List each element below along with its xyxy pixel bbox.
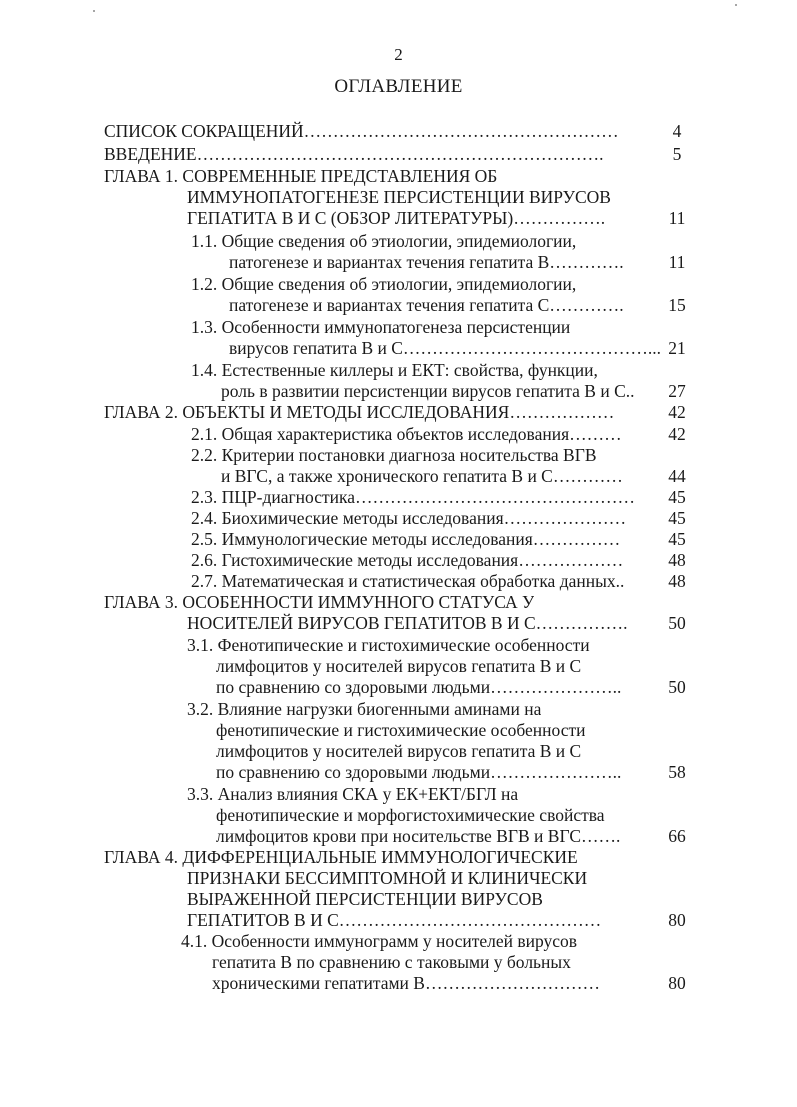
scan-speck-right — [735, 4, 737, 6]
toc-page-number: 42 — [668, 402, 686, 422]
toc-entry-section-3-1: 3.1. Фенотипические и гистохимические особенности — [187, 635, 590, 655]
toc-page-number: 5 — [672, 144, 682, 164]
toc-page-number: 45 — [668, 487, 686, 507]
toc-page-number: 50 — [668, 613, 686, 633]
toc-page-number: 48 — [668, 571, 686, 591]
scan-speck-left — [93, 10, 95, 12]
toc-entry-section-2-7: 2.7. Математическая и статистическая обработка данных.. — [191, 571, 625, 591]
toc-entry-chapter-3-cont: НОСИТЕЛЕЙ ВИРУСОВ ГЕПАТИТОВ В И С……………. — [187, 613, 628, 633]
toc-entry-section-1-4: 1.4. Естественные киллеры и ЕКТ: свойства, функции, — [191, 360, 598, 380]
toc-page-number: 15 — [668, 295, 686, 315]
toc-entry-section-3-3-cont: лимфоцитов крови при носительстве ВГВ и ВГС……. — [216, 826, 621, 846]
toc-entry-section-3-3-cont: фенотипические и морфогистохимические свойства — [216, 805, 605, 825]
toc-entry-section-4-1: 4.1. Особенности иммунограмм у носителей вирусов — [181, 931, 578, 951]
toc-page-number: 44 — [668, 466, 686, 486]
toc-entry-section-2-2-cont: и ВГС, а также хронического гепатита В и С………… — [221, 466, 623, 486]
toc-page-number: 11 — [668, 252, 686, 272]
toc-entry-chapter-4-cont: ВЫРАЖЕННОЙ ПЕРСИСТЕНЦИИ ВИРУСОВ — [187, 889, 543, 909]
toc-entry-section-3-2-cont: фенотипические и гистохимические особенности — [216, 720, 586, 740]
toc-page-number: 4 — [672, 121, 682, 141]
toc-entry-section-3-1-cont: по сравнению со здоровыми людьми………………….. — [216, 677, 622, 697]
toc-page-number: 58 — [668, 762, 686, 782]
toc-entry-section-2-6: 2.6. Гистохимические методы исследования……………… — [191, 550, 624, 570]
toc-entry-section-1-4-cont: роль в развитии персистенции вирусов гепатита В и С.. — [221, 381, 635, 401]
toc-entry-chapter-1-cont: ИММУНОПАТОГЕНЕЗЕ ПЕРСИСТЕНЦИИ ВИРУСОВ — [187, 187, 611, 207]
toc-page-number: 48 — [668, 550, 686, 570]
toc-page-number: 80 — [668, 910, 686, 930]
toc-entry-chapter-3: ГЛАВА 3. ОСОБЕННОСТИ ИММУННОГО СТАТУСА У — [104, 592, 535, 612]
toc-entry-section-2-4: 2.4. Биохимические методы исследования………………… — [191, 508, 627, 528]
toc-page-number: 42 — [668, 424, 686, 444]
toc-title: ОГЛАВЛЕНИЕ — [334, 76, 463, 97]
toc-entry-chapter-4-cont: ПРИЗНАКИ БЕССИМПТОМНОЙ И КЛИНИЧЕСКИ — [187, 868, 588, 888]
toc-entry-section-3-2-cont: по сравнению со здоровыми людьми………………….. — [216, 762, 622, 782]
page-number: 2 — [394, 45, 403, 64]
toc-entry-section-1-3: 1.3. Особенности иммунопатогенеза персистенции — [191, 317, 571, 337]
toc-entry-chapter-1: ГЛАВА 1. СОВРЕМЕННЫЕ ПРЕДСТАВЛЕНИЯ ОБ — [104, 166, 498, 186]
toc-entry-abbreviations: СПИСОК СОКРАЩЕНИЙ……………………………………………… — [104, 121, 619, 141]
toc-entry-section-1-2: 1.2. Общие сведения об этиологии, эпидемиологии, — [191, 274, 577, 294]
toc-entry-section-3-2-cont: лимфоцитов у носителей вирусов гепатита В и С — [216, 741, 582, 761]
toc-entry-section-4-1-cont: хроническими гепатитами В………………………… — [212, 973, 600, 993]
toc-entry-section-2-2: 2.2. Критерии постановки диагноза носительства ВГВ — [191, 445, 597, 465]
toc-page-number: 50 — [668, 677, 686, 697]
toc-page-number: 11 — [668, 208, 686, 228]
toc-entry-section-4-1-cont: гепатита В по сравнению с таковыми у больных — [212, 952, 571, 972]
toc-page-number: 45 — [668, 508, 686, 528]
toc-entry-section-2-5: 2.5. Иммунологические методы исследования…………… — [191, 529, 621, 549]
toc-entry-section-2-1: 2.1. Общая характеристика объектов исследования……… — [191, 424, 622, 444]
toc-page-number: 66 — [668, 826, 686, 846]
toc-entry-chapter-4: ГЛАВА 4. ДИФФЕРЕНЦИАЛЬНЫЕ ИММУНОЛОГИЧЕСКИЕ — [104, 847, 578, 867]
toc-page-number: 21 — [668, 338, 686, 358]
toc-entry-section-2-3: 2.3. ПЦР-диагностика………………………………………… — [191, 487, 636, 507]
toc-page-number: 45 — [668, 529, 686, 549]
toc-entry-section-3-3: 3.3. Анализ влияния СКА у ЕК+ЕКТ/БГЛ на — [187, 784, 519, 804]
toc-entry-chapter-1-cont: ГЕПАТИТА В И С (ОБЗОР ЛИТЕРАТУРЫ)……………. — [187, 208, 606, 228]
toc-entry-section-1-1: 1.1. Общие сведения об этиологии, эпидемиологии, — [191, 231, 577, 251]
toc-entry-section-1-3-cont: вирусов гепатита В и С……………………………………... — [229, 338, 662, 358]
toc-entry-introduction: ВВЕДЕНИЕ……………………………………………………………. — [104, 144, 604, 164]
toc-entry-section-1-2-cont: патогенезе и вариантах течения гепатита С…………. — [229, 295, 624, 315]
toc-entry-section-3-1-cont: лимфоцитов у носителей вирусов гепатита В и С — [216, 656, 582, 676]
toc-entry-chapter-2: ГЛАВА 2. ОБЪЕКТЫ И МЕТОДЫ ИССЛЕДОВАНИЯ……………… — [104, 402, 615, 422]
toc-entry-section-3-2: 3.2. Влияние нагрузки биогенными аминами на — [187, 699, 542, 719]
toc-entry-section-1-1-cont: патогенезе и вариантах течения гепатита В…………. — [229, 252, 624, 272]
toc-entry-chapter-4-cont: ГЕПАТИТОВ В И С……………………………………… — [187, 910, 602, 930]
toc-page-number: 80 — [668, 973, 686, 993]
toc-page-number: 27 — [668, 381, 686, 401]
